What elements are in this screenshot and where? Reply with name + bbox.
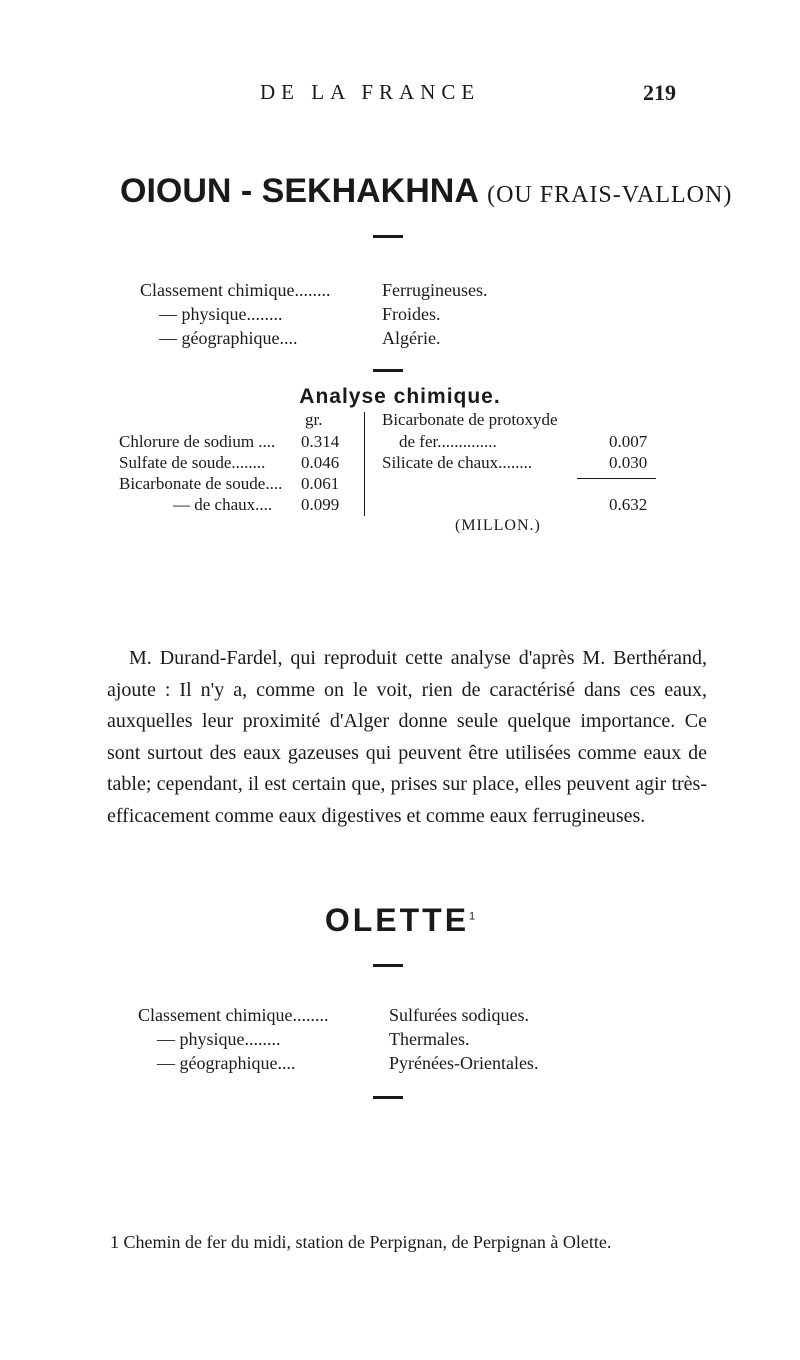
section-title-main: OIOUN - SEKHAKHNA: [120, 172, 478, 210]
section-title-sub: (OU FRAIS-VALLON): [487, 182, 733, 208]
compound-name: Chlorure de sodium ....: [119, 432, 276, 451]
compound-name: Bicarbonate de protoxyde: [382, 410, 558, 429]
classement-label: — physique........: [157, 1029, 281, 1049]
analysis-table: [0, 410, 800, 540]
divider: [373, 369, 403, 372]
analyse-title: Analyse chimique.: [299, 385, 501, 408]
classement-block: [0, 1005, 800, 1075]
column-divider: [364, 412, 365, 516]
page-header: [0, 80, 800, 110]
body-paragraph: [107, 643, 707, 832]
compound-value: 0.061: [301, 474, 340, 493]
classement-label: — physique........: [159, 304, 283, 324]
classement-value: Froides.: [382, 304, 441, 324]
section-title-main: OLETTE: [324, 902, 470, 938]
running-head: DE LA FRANCE: [260, 80, 481, 104]
classement-label: — géographique....: [157, 1053, 296, 1073]
sum-rule: [577, 478, 656, 479]
compound-value: 0.046: [301, 453, 340, 472]
compound-name: Sulfate de soude........: [119, 453, 266, 472]
compound-value: 0.099: [301, 495, 340, 514]
classement-label: Classement chimique........: [140, 280, 331, 300]
classement-value: Ferrugineuses.: [382, 280, 488, 300]
classement-value: Algérie.: [382, 328, 441, 348]
compound-name: Silicate de chaux........: [382, 453, 533, 472]
compound-value: 0.030: [609, 453, 648, 472]
footnote: 1 Chemin de fer du midi, station de Perpignan, de Perpignan à Olette.: [110, 1232, 612, 1252]
unit-label: gr.: [305, 410, 323, 429]
page-number: 219: [643, 80, 676, 105]
analysis-source: (MILLON.): [455, 517, 541, 534]
compound-name: Bicarbonate de soude....: [119, 474, 283, 493]
compound-name: de fer..............: [399, 432, 497, 451]
compound-value: 0.314: [301, 432, 340, 451]
compound-value: 0.007: [609, 432, 648, 451]
classement-value: Sulfurées sodiques.: [389, 1005, 529, 1025]
paragraph-text: M. Durand-Fardel, qui reproduit cette analyse d'après M. Berthérand, ajoute : Il n'y a, comme on le voit, rien de caractérisé dans ces eaux, auxquelles leur proximité d'Alger donne seule quelque importance. Ce sont surtout des eaux gazeuses qui peuvent être utilisées comme eaux de table; cependant, il est certain que, prises sur place, elles peuvent agir très-efficacement comme eaux digestives et comme eaux ferrugineuses.: [107, 647, 707, 827]
footnote-mark: 1: [469, 910, 476, 923]
classement-label: Classement chimique........: [138, 1005, 329, 1025]
classement-label: — géographique....: [159, 328, 298, 348]
divider: [373, 964, 403, 967]
section-title-oioun: [120, 172, 732, 211]
classement-block: [0, 280, 800, 350]
classement-value: Thermales.: [389, 1029, 470, 1049]
divider: [373, 235, 403, 238]
section-title-olette: [0, 902, 800, 939]
compound-name: — de chaux....: [173, 495, 273, 514]
total-value: 0.632: [609, 495, 648, 514]
divider: [373, 1096, 403, 1099]
classement-value: Pyrénées-Orientales.: [389, 1053, 539, 1073]
